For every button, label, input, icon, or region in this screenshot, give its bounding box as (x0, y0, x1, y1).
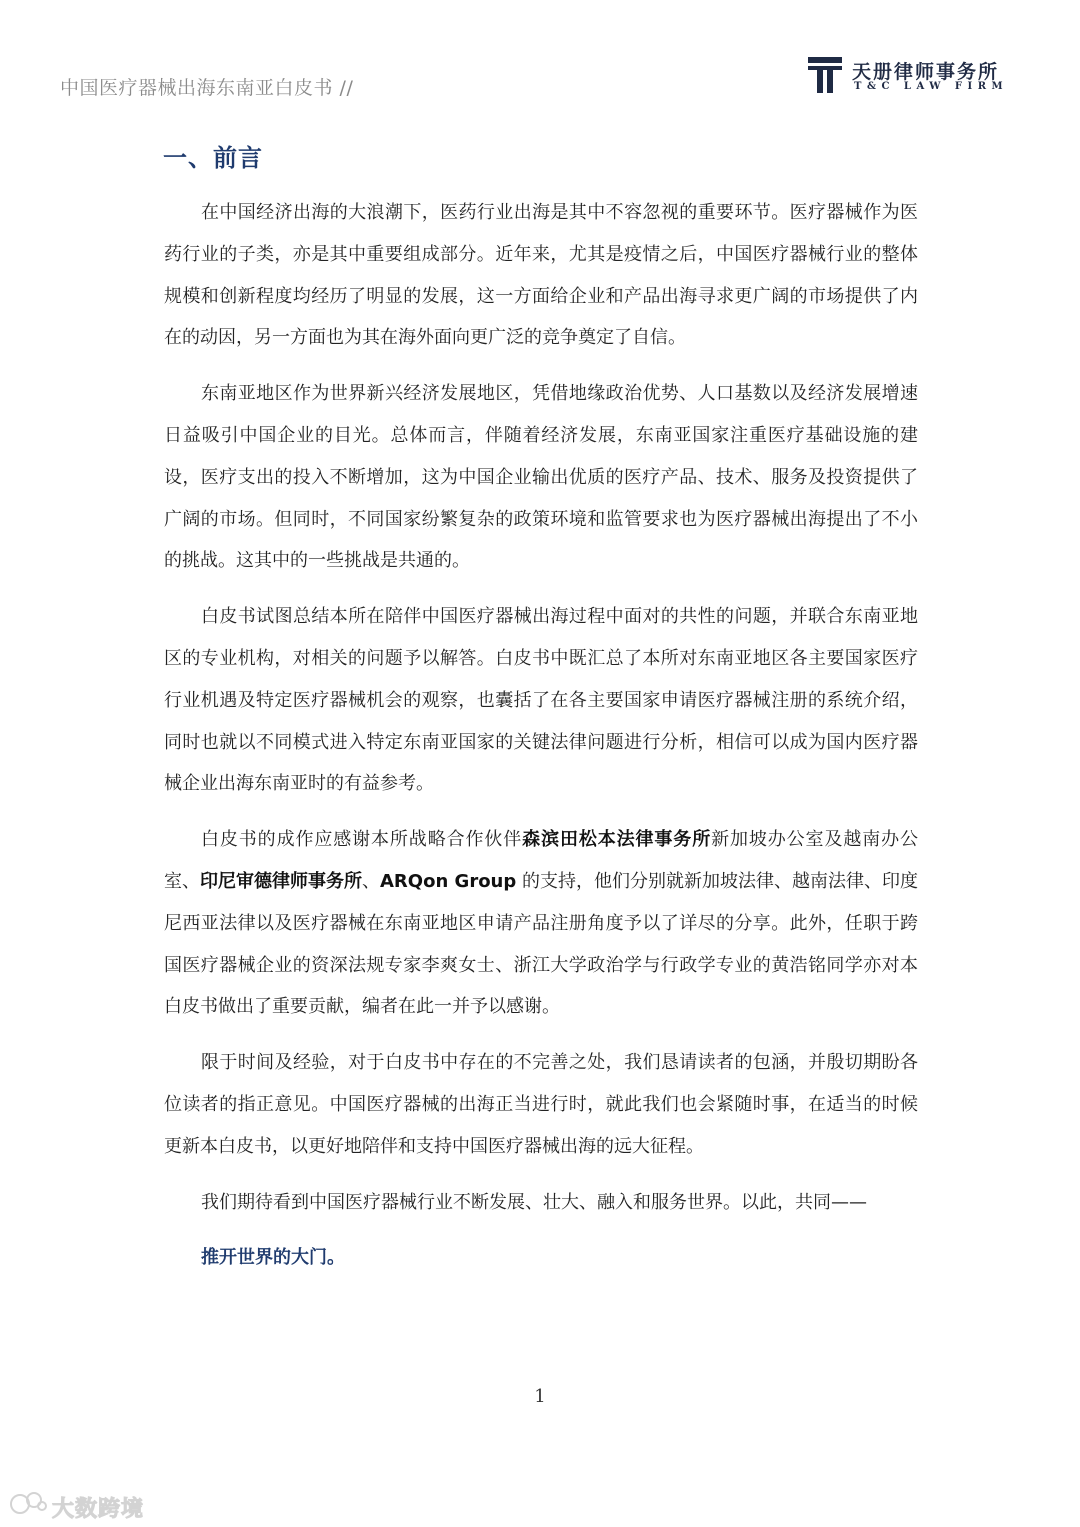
watermark-logo-icon (8, 1488, 48, 1518)
paragraph-whitepaper-purpose: 白皮书试图总结本所在陪伴中国医疗器械出海过程中面对的共性的问题，并联合东南亚地区的专业机构，对相关的问题予以解答。白皮书中既汇总了本所对东南亚地区各主要国家医疗行业机遇及特定医疗器械机会的观察，也囊括了在各主要国家申请医疗器械注册的系统介绍，同时也就以不同模式进入特定东南亚国家的关键法律问题进行分析，相信可以成为国内医疗器械企业出海东南亚时的有益参考。 (164, 606, 918, 795)
watermark (8, 1488, 145, 1522)
page-number: 1 (534, 1386, 546, 1407)
paragraph-intro: 在中国经济出海的大浪潮下，医药行业出海是其中不容忽视的重要环节。医疗器械作为医药行业的子类，亦是其中重要组成部分。近年来，尤其是疫情之后，中国医疗器械行业的整体规模和创新程度均经历了明显的发展，这一方面给企业和产品出海寻求更广阔的市场提供了内在的动因，另一方面也为其在海外面向更广泛的竞争奠定了自信。 (164, 202, 918, 349)
ack-partner-mhm: 森滨田松本法律事务所 (522, 829, 712, 851)
watermark-text: 大数跨境 (52, 1497, 145, 1522)
section-heading: 一、前言 (163, 144, 263, 172)
ack-text-4: 的支持，他们分别就新加坡法律、越南法律、印度尼西亚法律以及医疗器械在东南亚地区申请产品注册角度予以了详尽的分享。此外，任职于跨国医疗器械企业的资深法规专家李爽女士、浙江大学政治学与行政学专业的黄浩铭同学亦对本白皮书做出了重要贡献，编者在此一并予以感谢。 (164, 870, 918, 1018)
paragraph-closing: 我们期待看到中国医疗器械行业不断发展、壮大、融入和服务世界。以此，共同—— (201, 1191, 867, 1213)
ack-partner-arqon: ARQon Group (380, 870, 517, 892)
document-body (164, 192, 918, 1293)
paragraph-limitations: 限于时间及经验，对于白皮书中存在的不完善之处，我们恳请读者的包涵，并殷切期盼各位读者的指正意见。中国医疗器械的出海正当进行时，就此我们也会紧随时事，在适当的时候更新本白皮书，以更好地陪伴和支持中国医疗器械出海的远大征程。 (164, 1052, 918, 1157)
firm-name-cn: 天册律师事务所 (852, 61, 1000, 83)
header-title: 中国医疗器械出海东南亚白皮书 // (60, 77, 354, 99)
firm-logo (808, 57, 1018, 97)
ack-text-3: 、 (362, 870, 380, 892)
paragraph-southeast-asia: 东南亚地区作为世界新兴经济发展地区，凭借地缘政治优势、人口基数以及经济发展增速日益吸引中国企业的目光。总体而言，伴随着经济发展，东南亚国家注重医疗基础设施的建设，医疗支出的投入不断增加，这为中国企业输出优质的医疗产品、技术、服务及投资提供了广阔的市场。但同时，不同国家纷繁复杂的政策环境和监管要求也为医疗器械出海提出了不小的挑战。这其中的一些挑战是共通的。 (164, 383, 918, 572)
ack-text-1: 白皮书的成作应感谢本所战略合作伙伴 (201, 829, 523, 851)
tagline: 推开世界的大门。 (201, 1247, 345, 1269)
ack-partner-indonesia: 印尼审德律师事务所 (200, 870, 362, 892)
firm-name-en: T&C LAW FIRM (854, 81, 1009, 92)
paragraph-acknowledgements (164, 819, 918, 1028)
ack-text-2: 新加坡办公室及越南办公室、 (164, 829, 919, 892)
firm-logo-mark-icon (808, 57, 842, 93)
